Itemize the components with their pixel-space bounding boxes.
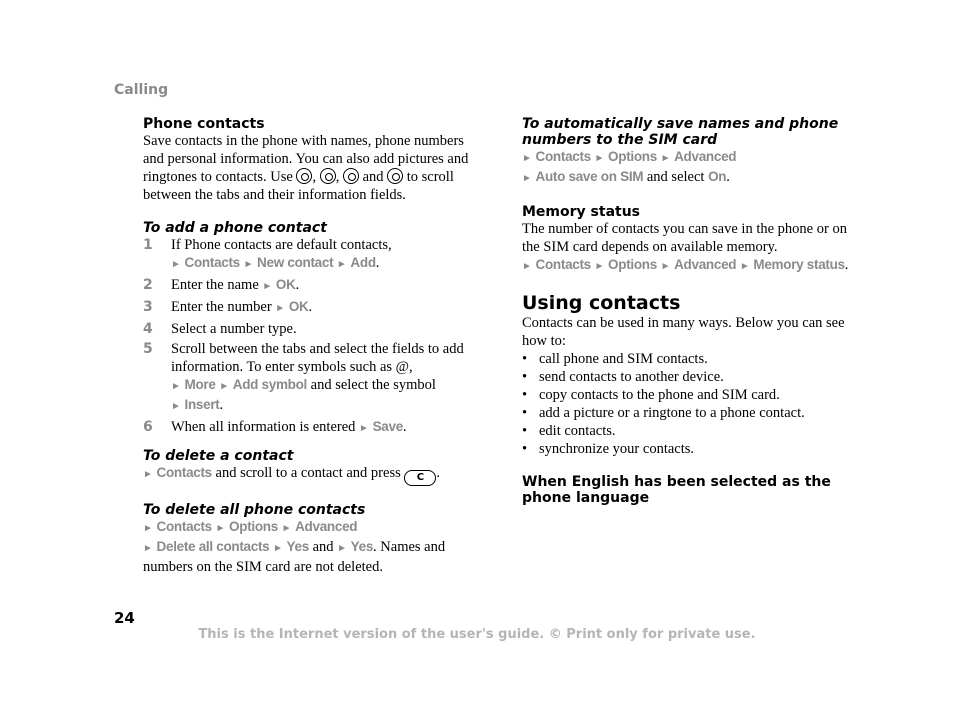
list-item: • synchronize your contacts. — [522, 440, 857, 458]
nav-left-key-icon — [296, 168, 312, 184]
arrow-icon: ► — [275, 303, 286, 314]
menu-ok: OK — [288, 299, 309, 314]
list-item: • copy contacts to the phone and SIM card. — [522, 386, 857, 404]
menu-advanced: Advanced — [295, 519, 358, 534]
delete-contact-text: ► Contacts and scroll to a contact and press C . — [143, 464, 475, 486]
step-number: 6 — [143, 419, 153, 435]
right-column — [522, 116, 857, 506]
arrow-icon: ► — [273, 543, 283, 554]
step-1: 1 If Phone contacts are default contacts, ► Contacts ► New contact ► Add. — [143, 237, 392, 271]
delete-all-text: ► Contacts ► Options ► Advanced ► Delete all contacts ► Yes and ► Yes. Names and numbers on the SIM card are not deleted. — [143, 519, 446, 575]
c-key-icon: C — [404, 470, 436, 486]
arrow-icon: ► — [337, 543, 348, 554]
menu-contacts: Contacts — [156, 519, 212, 534]
arrow-icon: ► — [660, 261, 671, 272]
section-header: Calling — [114, 82, 169, 98]
menu-options: Options — [608, 149, 657, 164]
left-column — [143, 116, 475, 576]
menu-yes: Yes — [350, 539, 374, 554]
step-number: 3 — [143, 299, 153, 315]
menu-contacts: Contacts — [535, 149, 591, 164]
menu-options: Options — [229, 519, 278, 534]
add-contact-steps — [143, 236, 475, 438]
step-number: 1 — [143, 237, 153, 253]
arrow-icon: ► — [522, 261, 532, 272]
step-4: 4 Select a number type. — [143, 321, 297, 337]
arrow-icon: ► — [522, 173, 532, 184]
heading-phone-contacts: Phone contacts — [143, 116, 265, 132]
arrow-icon: ► — [262, 281, 273, 292]
step-number: 5 — [143, 341, 153, 357]
arrow-icon: ► — [739, 261, 750, 272]
step-2: 2 Enter the name ► OK. — [143, 277, 300, 293]
using-contacts-list — [522, 350, 857, 458]
menu-auto-save-on-sim: Auto save on SIM — [535, 169, 644, 184]
heading-english-language: When English has been selected as the phone language — [522, 474, 831, 506]
arrow-icon: ► — [215, 523, 226, 534]
heading-auto-save: To automatically save names and phone numbers to the SIM card — [522, 116, 839, 148]
arrow-icon: ► — [143, 543, 153, 554]
arrow-icon: ► — [219, 381, 230, 392]
step-5: 5 Scroll between the tabs and select the fields to add information. To enter symbols such as @, ► More ► Add symbol and select the symbol ► Insert. — [143, 341, 464, 413]
arrow-icon: ► — [171, 259, 181, 270]
nav-up-key-icon — [343, 168, 359, 184]
menu-add-symbol: Add symbol — [232, 377, 308, 392]
arrow-icon: ► — [594, 153, 605, 164]
heading-memory-status: Memory status — [522, 204, 641, 220]
menu-on: On — [708, 169, 727, 184]
menu-contacts: Contacts — [535, 257, 591, 272]
phone-contacts-text: Save contacts in the phone with names, phone numbers and personal information. You can also add pictures and ringtones to contacts. Use , , and to scroll between the tabs and their information fields. — [143, 133, 469, 203]
menu-save: Save — [372, 419, 403, 434]
menu-memory-status: Memory status — [753, 257, 845, 272]
arrow-icon: ► — [171, 401, 181, 412]
menu-contacts: Contacts — [184, 255, 240, 270]
heading-using-contacts: Using contacts — [522, 292, 681, 314]
arrow-icon: ► — [243, 259, 254, 270]
nav-down-key-icon — [387, 168, 403, 184]
arrow-icon: ► — [660, 153, 671, 164]
heading-delete-contact: To delete a contact — [143, 448, 294, 464]
heading-delete-all: To delete all phone contacts — [143, 502, 366, 518]
auto-save-text: ► Contacts ► Options ► Advanced ► Auto save on SIM and select On. — [522, 149, 737, 185]
menu-insert: Insert — [184, 397, 220, 412]
footer-notice: This is the Internet version of the user's guide. © Print only for private use. — [198, 627, 756, 642]
step-6: 6 When all information is entered ► Save. — [143, 419, 407, 435]
arrow-icon: ► — [143, 469, 153, 480]
arrow-icon: ► — [336, 259, 347, 270]
nav-right-key-icon — [320, 168, 336, 184]
list-item: • add a picture or a ringtone to a phone contact. — [522, 404, 857, 422]
menu-options: Options — [608, 257, 657, 272]
menu-new-contact: New contact — [257, 255, 334, 270]
arrow-icon: ► — [281, 523, 292, 534]
arrow-icon: ► — [171, 381, 181, 392]
phone-contacts-text-2: to scroll between the tabs and their information fields. — [143, 169, 454, 203]
arrow-icon: ► — [143, 523, 153, 534]
memory-status-text: The number of contacts you can save in the phone or on the SIM card depends on available memory. ► Contacts ► Options ► Advanced ► Memory status. — [522, 221, 849, 273]
menu-advanced: Advanced — [674, 149, 737, 164]
list-item: • edit contacts. — [522, 422, 857, 440]
list-item: • call phone and SIM contacts. — [522, 350, 857, 368]
step-number: 2 — [143, 277, 153, 293]
phone-contacts-text-1: Save contacts in the phone with names, phone numbers and personal information. You can also add pictures and ringtones to contacts. Use — [143, 133, 469, 185]
step-number: 4 — [143, 321, 153, 337]
arrow-icon: ► — [594, 261, 605, 272]
arrow-icon: ► — [522, 153, 532, 164]
menu-yes: Yes — [286, 539, 309, 554]
menu-ok: OK — [275, 277, 296, 292]
arrow-icon: ► — [359, 423, 369, 434]
menu-contacts: Contacts — [156, 465, 212, 480]
step-3: 3 Enter the number ► OK. — [143, 299, 313, 315]
menu-delete-all-contacts: Delete all contacts — [156, 539, 270, 554]
menu-add: Add — [350, 255, 376, 270]
list-item: • send contacts to another device. — [522, 368, 857, 386]
heading-add-contact: To add a phone contact — [143, 220, 327, 236]
using-contacts-intro: Contacts can be used in many ways. Below you can see how to: — [522, 315, 845, 349]
page-number: 24 — [114, 609, 135, 627]
menu-advanced: Advanced — [674, 257, 737, 272]
menu-more: More — [184, 377, 216, 392]
